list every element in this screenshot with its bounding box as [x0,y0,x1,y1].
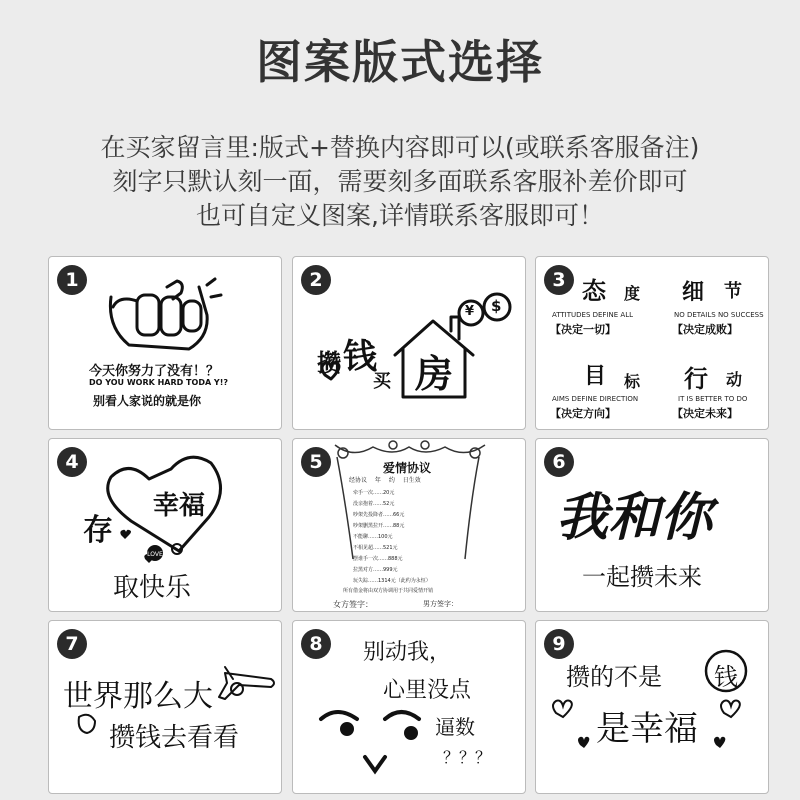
quad1-label: 【决定一切】 [550,323,616,336]
card4-bottom-text: 取快乐 [113,573,192,603]
card-number-badge: 1 [57,265,87,295]
card2-zan-char: 攒 [317,349,341,377]
agreement-line: 不相见超……521元 [353,545,398,551]
quad1-char1: 态 [582,277,606,305]
agreement-line: 牵手一次……20元 [353,490,395,496]
card-number-badge: 3 [544,265,574,295]
card-number-badge: 7 [57,629,87,659]
card2-fang-char: 房 [415,352,454,396]
agreement-line: 摆谁手一次……888元 [353,556,403,562]
agreement-footer: 所有借金将由双方协调用于共同爱情开销 [343,588,434,594]
design-card-5[interactable] [292,438,526,612]
quad2-label: 【决定成败】 [672,323,738,336]
quad3-char2: 标 [624,372,641,391]
subtitle-line-1: 在买家留言里:版式+替换内容即可以(或联系客服备注) [100,133,700,162]
quad4-english: IT IS BETTER TO DO [678,395,748,403]
design-card-8[interactable] [292,620,526,794]
card1-bottom-text: 别看人家说的就是你 [93,394,202,408]
card4-xingfu-text: 幸福 [153,491,206,521]
agreement-line: 吵架先投降者……66元 [353,512,405,518]
card4-cun-char: 存 [83,513,113,548]
card-number-badge: 2 [301,265,331,295]
quad4-label: 【决定未来】 [672,407,738,420]
female-signature-label: 女方签字： [333,600,373,609]
agreement-line: 没亲抱着……52元 [353,501,395,507]
card8-line3: 逼数 [435,715,475,739]
card-number-badge: 6 [544,447,574,477]
agreement-line: 吵架删黑拉开……88元 [353,523,405,529]
card-number-badge: 5 [301,447,331,477]
card7-line1: 世界那么大 [63,679,213,714]
card9-line1: 攒的不是 [566,663,662,691]
design-card-7[interactable] [48,620,282,794]
agreement-line: 拉黑对方……999元 [353,567,398,573]
card8-line2: 心里没点 [383,678,472,703]
quad3-english: AIMS DEFINE DIRECTION [552,395,639,403]
design-card-6[interactable] [535,438,769,612]
quad2-char2: 节 [724,281,742,302]
dollar-symbol: $ [491,297,502,315]
card-number-badge: 9 [544,629,574,659]
agreement-line: 玩失踪……1314元（此约为永恒） [353,578,431,584]
male-signature-label: 男方签字： [423,600,458,608]
quad2-char1: 细 [682,280,705,305]
design-card-4[interactable] [48,438,282,612]
design-card-3[interactable] [535,256,769,430]
quad3-char1: 目 [584,364,607,389]
card-number-badge: 8 [301,629,331,659]
card7-line2: 攒钱去看看 [109,723,240,753]
card2-qian-char: 钱 [343,337,377,377]
design-card-1[interactable] [48,256,282,430]
quad3-label: 【决定方向】 [550,407,616,420]
card6-sub-text: 一起攒未来 [582,563,702,591]
page-title: 图案版式选择 [256,35,544,89]
card-number-badge: 4 [57,447,87,477]
agreement-line: 不能聊……100元 [353,534,393,540]
agreement-title: 爱情协议 [383,461,432,475]
quad4-char2: 动 [726,370,743,389]
quad1-english: ATTITUDES DEFINE ALL [552,311,633,319]
card8-line1: 别动我， [363,640,452,665]
design-card-9[interactable] [535,620,769,794]
card9-qian-char: 钱 [714,663,738,691]
yen-symbol: ¥ [465,304,475,319]
card2-mai-char: 买 [373,371,391,392]
agreement-header: 经协议 年 约 日生效 [349,477,421,484]
card6-main-text: 我和你 [556,488,713,548]
quad4-char1: 行 [684,365,708,393]
card8-question-marks: ？？？ [443,748,492,767]
card9-line2: 是幸福 [596,709,698,749]
card1-main-text: 今天你努力了没有！？ [89,364,220,379]
quad1-char2: 度 [624,284,641,303]
love-badge-text: LOVE [147,551,163,558]
design-card-2[interactable] [292,256,526,430]
subtitle-line-2: 刻字只默认刻一面，需要刻多面联系客服补差价即可 [112,167,688,196]
quad2-english: NO DETAILS NO SUCCESS [674,311,764,319]
subtitle-line-3: 也可自定义图案,详情联系客服即可！ [196,201,604,230]
card1-english-text: DO YOU WORK HARD TODA Y!? [89,378,229,387]
